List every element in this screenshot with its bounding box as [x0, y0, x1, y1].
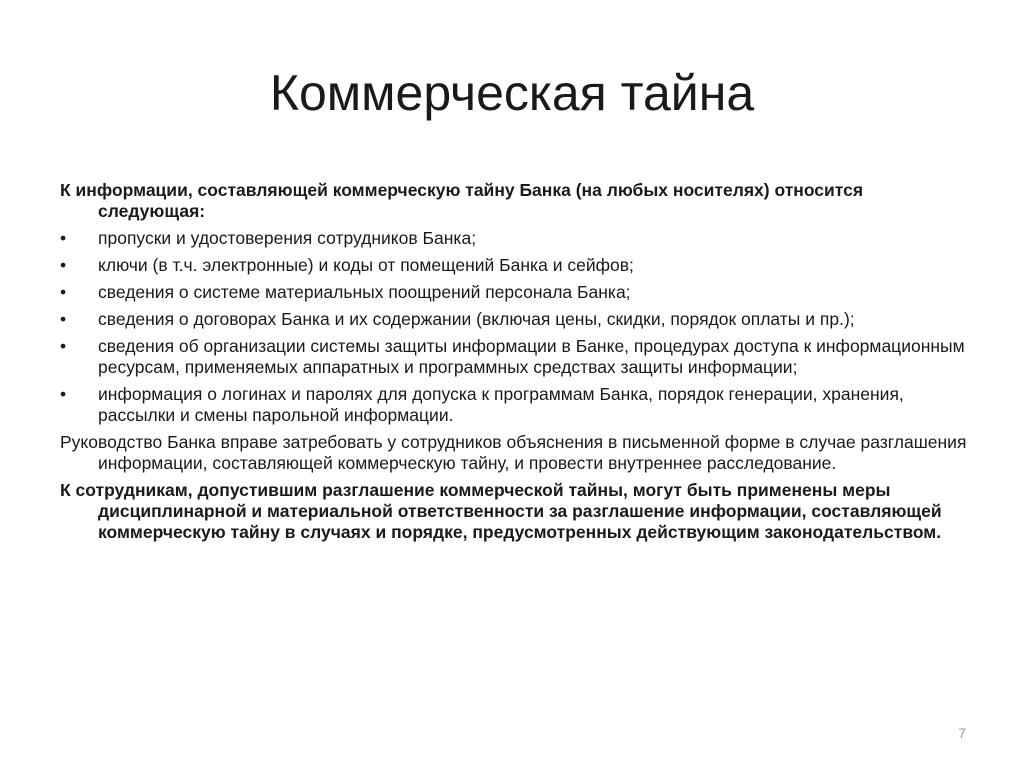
list-item [60, 336, 970, 378]
bullet-icon: • [60, 336, 67, 356]
bullet-icon: • [60, 309, 67, 329]
list-item-text: сведения о договорах Банка и их содержании (включая цены, скидки, порядок оплаты и пр.); [98, 309, 855, 329]
list-item-text: сведения об организации системы защиты информации в Банке, процедурах доступа к информационным ресурсам, применяемых аппаратных и программных средствах защиты информации; [98, 336, 965, 377]
bullet-list [60, 228, 970, 426]
bullet-icon: • [60, 282, 67, 302]
list-item [60, 309, 970, 330]
intro-paragraph: К информации, составляющей коммерческую тайну Банка (на любых носителях) относится следующая: [60, 180, 864, 221]
bullet-icon: • [60, 255, 67, 275]
slide-title: Коммерческая тайна [269, 65, 755, 121]
page-number: 7 [958, 725, 966, 741]
list-item-text: сведения о системе материальных поощрений персонала Банка; [98, 282, 631, 302]
management-paragraph: Руководство Банка вправе затребовать у сотрудников объяснения в письменной форме в случае разглашения информации, составляющей коммерческую тайну, и провести внутреннее расследование. [60, 432, 967, 473]
list-item [60, 228, 970, 249]
bullet-icon: • [60, 228, 67, 248]
slide-body [60, 180, 970, 549]
list-item-text: пропуски и удостоверения сотрудников Банка; [98, 228, 477, 248]
liability-paragraph: К сотрудникам, допустившим разглашение коммерческой тайны, могут быть применены меры дисциплинарной и материальной ответственности за разглашение информации, составляющей коммерческую тайну в случаях и порядке, предусмотренных действующим законодательством. [60, 480, 942, 542]
bullet-icon: • [60, 384, 67, 404]
list-item-text: информация о логинах и паролях для допуска к программам Банка, порядок генерации, хранения, рассылки и смены парольной информации. [98, 384, 904, 425]
list-item-text: ключи (в т.ч. электронные) и коды от помещений Банка и сейфов; [98, 255, 634, 275]
list-item [60, 282, 970, 303]
list-item [60, 384, 970, 426]
list-item [60, 255, 970, 276]
